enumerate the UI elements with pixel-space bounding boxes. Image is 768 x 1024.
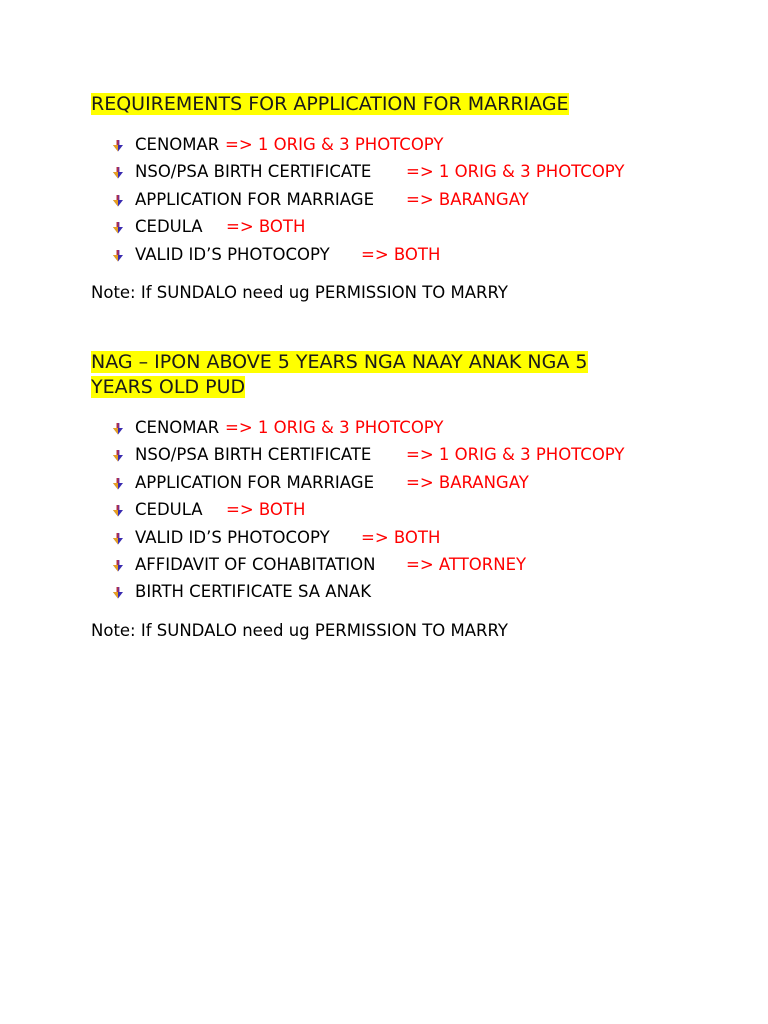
list-item xyxy=(91,186,651,213)
item-label: AFFIDAVIT OF COHABITATION xyxy=(135,554,376,574)
item-label: CEDULA xyxy=(135,217,203,237)
note-text: Note: If SUNDALO need ug PERMISSION TO MARRY xyxy=(91,620,508,640)
down-arrow-bullet-icon xyxy=(113,167,123,179)
list-item xyxy=(91,441,651,468)
down-arrow-bullet-icon xyxy=(113,423,123,435)
list-item xyxy=(91,578,651,605)
item-value: => BOTH xyxy=(361,527,441,547)
item-value: => ATTORNEY xyxy=(406,554,527,574)
section-heading xyxy=(91,350,651,400)
down-arrow-bullet-icon xyxy=(113,587,123,599)
item-value: => BOTH xyxy=(226,217,306,237)
down-arrow-bullet-icon xyxy=(113,195,123,207)
requirements-list xyxy=(91,131,651,268)
item-label: CEDULA xyxy=(135,500,203,520)
list-item xyxy=(91,469,651,496)
item-value: => 1 ORIG & 3 PHOTCOPY xyxy=(406,445,625,465)
list-item xyxy=(91,131,651,158)
list-item xyxy=(91,524,651,551)
item-label: VALID ID’S PHOTOCOPY xyxy=(135,527,330,547)
item-value: => 1 ORIG & 3 PHOTCOPY xyxy=(225,135,444,154)
down-arrow-bullet-icon xyxy=(113,505,123,517)
item-label: APPLICATION FOR MARRIAGE xyxy=(135,189,375,209)
down-arrow-bullet-icon xyxy=(113,140,123,152)
item-label: CENOMAR xyxy=(135,418,220,437)
section-heading xyxy=(91,92,651,117)
list-item xyxy=(91,158,651,185)
section-heading-text: NAG – IPON ABOVE 5 YEARS NGA NAAY ANAK NGA 5 YEARS OLD PUD xyxy=(91,351,588,398)
list-item xyxy=(91,414,651,441)
item-value: => 1 ORIG & 3 PHOTCOPY xyxy=(406,162,625,182)
item-label: CENOMAR xyxy=(135,135,220,154)
list-item xyxy=(91,496,651,523)
item-value: => BOTH xyxy=(361,244,441,264)
item-value: => 1 ORIG & 3 PHOTCOPY xyxy=(225,418,444,437)
note-text: Note: If SUNDALO need ug PERMISSION TO MARRY xyxy=(91,282,508,302)
item-label: BIRTH CERTIFICATE SA ANAK xyxy=(135,582,372,602)
item-label: NSO/PSA BIRTH CERTIFICATE xyxy=(135,445,372,465)
item-label: APPLICATION FOR MARRIAGE xyxy=(135,472,375,492)
section-requirements xyxy=(91,92,651,304)
item-value: => BARANGAY xyxy=(406,189,529,209)
item-value: => BOTH xyxy=(226,500,306,520)
list-item xyxy=(91,213,651,240)
down-arrow-bullet-icon xyxy=(113,478,123,490)
down-arrow-bullet-icon xyxy=(113,450,123,462)
down-arrow-bullet-icon xyxy=(113,222,123,234)
down-arrow-bullet-icon xyxy=(113,533,123,545)
item-label: NSO/PSA BIRTH CERTIFICATE xyxy=(135,162,372,182)
item-value: => BARANGAY xyxy=(406,472,529,492)
down-arrow-bullet-icon xyxy=(113,250,123,262)
down-arrow-bullet-icon xyxy=(113,560,123,572)
requirements-list xyxy=(91,414,651,606)
list-item xyxy=(91,241,651,268)
section-heading-text: REQUIREMENTS FOR APPLICATION FOR MARRIAGE xyxy=(91,93,569,115)
section-nag-ipon xyxy=(91,350,651,642)
item-label: VALID ID’S PHOTOCOPY xyxy=(135,244,330,264)
list-item xyxy=(91,551,651,578)
